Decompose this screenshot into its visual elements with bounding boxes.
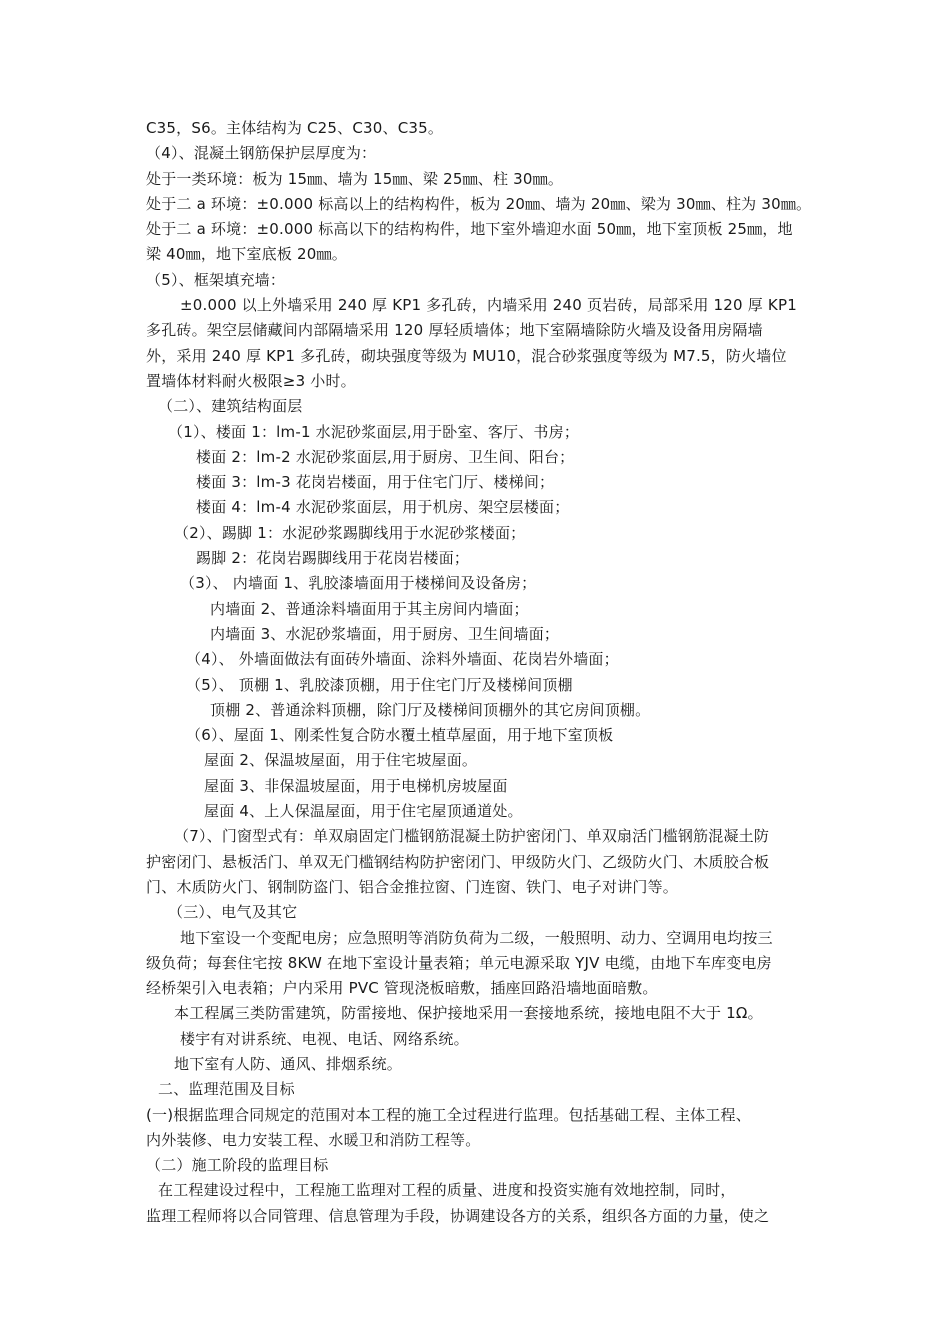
text-line: 楼面 3：lm-3 花岗岩楼面，用于住宅门厅、楼梯间；: [196, 473, 555, 492]
text-line: 屋面 3、非保温坡屋面，用于电梯机房坡屋面: [204, 776, 508, 795]
text-line: （2）、踢脚 1：水泥砂浆踢脚线用于水泥砂浆楼面；: [174, 523, 526, 542]
text-line: 处于一类环境：板为 15㎜、墙为 15㎜、梁 25㎜、柱 30㎜。: [146, 169, 564, 188]
text-line: 梁 40㎜，地下室底板 20㎜。: [146, 245, 347, 264]
text-line: （1）、楼面 1：lm-1 水泥砂浆面层,用于卧室、客厅、书房；: [168, 422, 580, 441]
text-line: （4）、混凝土钢筋保护层厚度为：: [146, 144, 377, 163]
text-line: 踢脚 2：花岗岩踢脚线用于花岗岩楼面；: [196, 549, 470, 568]
text-line: 多孔砖。架空层储藏间内部隔墙采用 120 厚轻质墙体；地下室隔墙除防火墙及设备用房隔墙: [146, 321, 763, 340]
text-line: 置墙体材料耐火极限≥3 小时。: [146, 371, 356, 390]
section-heading: 二、监理范围及目标: [158, 1080, 295, 1099]
text-line: 内墙面 3、水泥砂浆墙面，用于厨房、卫生间墙面；: [210, 624, 560, 643]
text-line: 门、木质防火门、钢制防盗门、铝合金推拉窗、门连窗、铁门、电子对讲门等。: [146, 877, 679, 896]
text-line: 地下室有人防、通风、排烟系统。: [174, 1054, 403, 1073]
text-line: 监理工程师将以合同管理、信息管理为手段，协调建设各方的关系，组织各方面的力量，使之: [146, 1206, 770, 1225]
text-line: 级负荷；每套住宅按 8KW 在地下室设计量表箱；单元电源采取 YJV 电缆，由地下车库变电房: [146, 953, 772, 972]
section-heading: （三）、电气及其它: [168, 903, 298, 922]
text-line: 地下室设一个变配电房；应急照明等消防负荷为二级，一般照明、动力、空调用电均按三: [180, 928, 773, 947]
text-line: 楼宇有对讲系统、电视、电话、网络系统。: [180, 1029, 469, 1048]
text-line: (一)根据监理合同规定的范围对本工程的施工全过程进行监理。包括基础工程、主体工程、: [146, 1105, 751, 1124]
text-line: 处于二 a 环境：±0.000 标高以下的结构构件，地下室外墙迎水面 50㎜，地下室顶板 25㎜，地: [146, 220, 793, 239]
text-line: 本工程属三类防雷建筑，防雷接地、保护接地采用一套接地系统，接地电阻不大于 1Ω。: [174, 1004, 763, 1023]
text-line: （7）、门窗型式有：单双扇固定门槛钢筋混凝土防护密闭门、单双扇活门槛钢筋混凝土防: [174, 827, 770, 846]
text-line: （5）、框架填充墙：: [146, 270, 286, 289]
text-line: 内墙面 2、普通涂料墙面用于其主房间内墙面；: [210, 599, 529, 618]
text-line: C35，S6。主体结构为 C25、C30、C35。: [146, 119, 444, 137]
section-heading: （二）、建筑结构面层: [158, 397, 303, 416]
text-line: 楼面 4：lm-4 水泥砂浆面层，用于机房、架空层楼面；: [196, 498, 570, 517]
text-line: 在工程建设过程中，工程施工监理对工程的质量、进度和投资实施有效地控制，同时，: [158, 1181, 736, 1200]
text-line: 处于二 a 环境：±0.000 标高以上的结构构件，板为 20㎜、墙为 20㎜、梁为 30㎜、柱为 30㎜。: [146, 194, 812, 213]
section-heading: （二）施工阶段的监理目标: [146, 1156, 329, 1175]
text-line: 楼面 2：lm-2 水泥砂浆面层,用于厨房、卫生间、阳台；: [196, 447, 575, 466]
text-line: 经桥架引入电表箱；户内采用 PVC 管现浇板暗敷，插座回路沿墙地面暗敷。: [146, 979, 658, 998]
text-line: （6）、屋面 1、刚柔性复合防水覆土植草屋面，用于地下室顶板: [186, 726, 614, 745]
text-line: （4）、 外墙面做法有面砖外墙面、涂料外墙面、花岗岩外墙面；: [186, 650, 619, 669]
text-line: ±0.000 以上外墙采用 240 厚 KP1 多孔砖，内墙采用 240 页岩砖，局部采用 120 厚 KP1: [180, 296, 797, 315]
text-line: 外，采用 240 厚 KP1 多孔砖，砌块强度等级为 MU10，混合砂浆强度等级为 M7.5，防火墙位: [146, 346, 787, 365]
text-line: 屋面 2、保温坡屋面，用于住宅坡屋面。: [204, 751, 478, 770]
text-line: 顶棚 2、普通涂料顶棚，除门厅及楼梯间顶棚外的其它房间顶棚。: [210, 700, 651, 719]
text-line: 内外装修、电力安装工程、水暖卫和消防工程等。: [146, 1130, 481, 1149]
text-line: 护密闭门、悬板活门、单双无门槛钢结构防护密闭门、甲级防火门、乙级防火门、木质胶合板: [146, 852, 770, 871]
text-line: 屋面 4、上人保温屋面，用于住宅屋顶通道处。: [204, 802, 523, 821]
text-line: （5）、 顶棚 1、乳胶漆顶棚，用于住宅门厅及楼梯间顶棚: [186, 675, 573, 694]
text-line: （3）、 内墙面 1、乳胶漆墙面用于楼梯间及设备房；: [180, 574, 537, 593]
